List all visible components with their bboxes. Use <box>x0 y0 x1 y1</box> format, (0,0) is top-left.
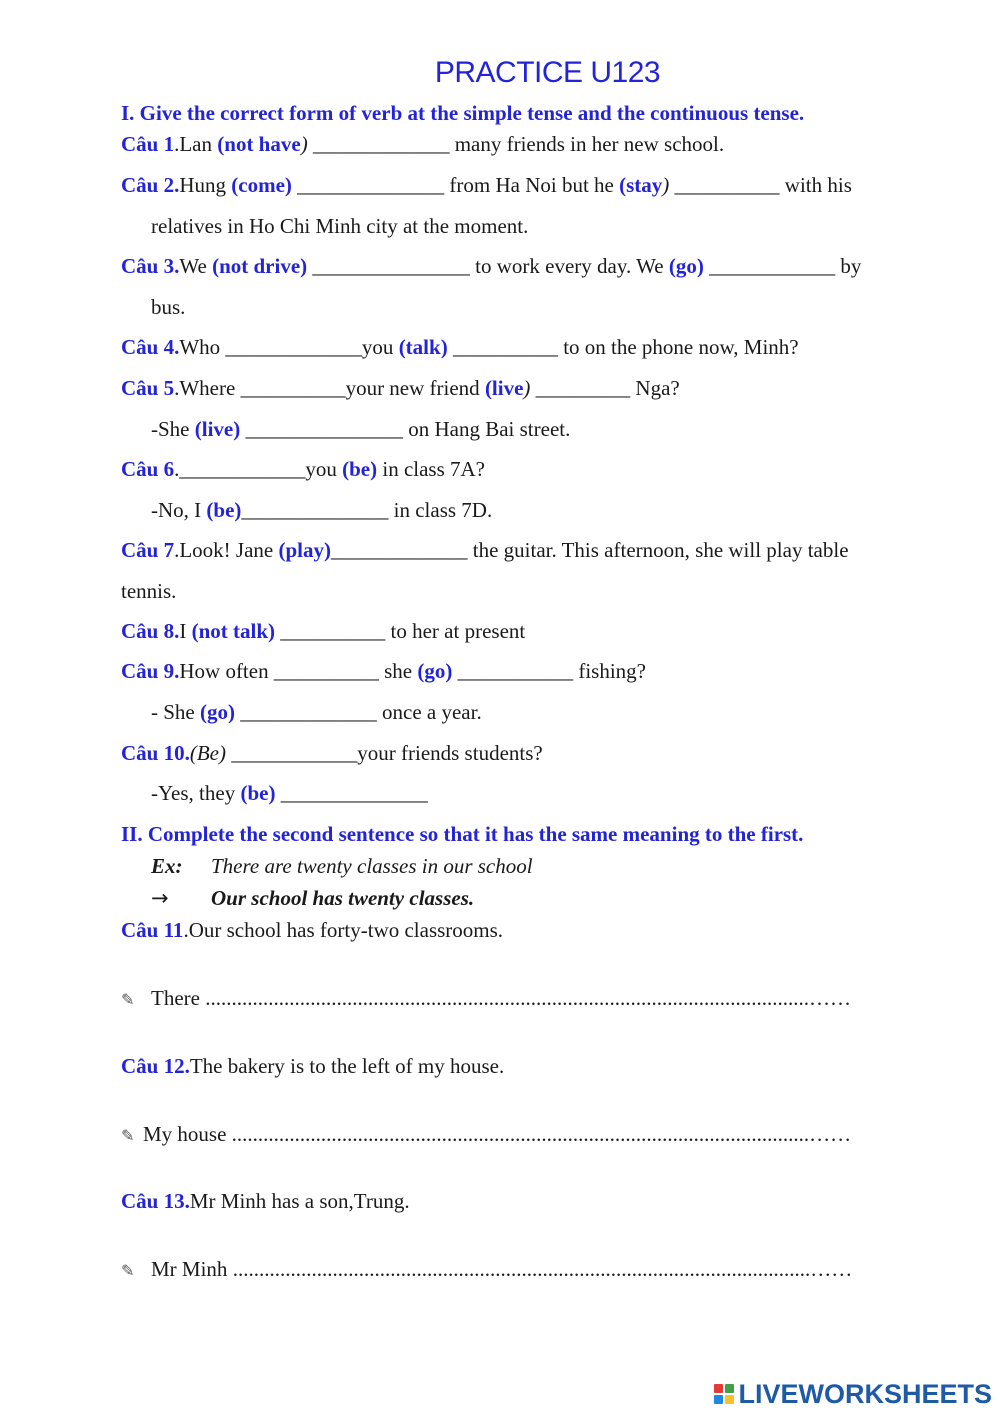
question-1: Câu 1.Lan (not have) _____________ many friends in her new school. <box>121 132 725 156</box>
question-number: Câu 4. <box>121 335 180 359</box>
question-5-answer: -She (live) _______________ on Hang Bai street. <box>151 417 571 441</box>
question-number: Câu 3. <box>121 254 180 278</box>
question-5: Câu 5.Where __________your new friend (live) _________ Nga? <box>121 376 680 400</box>
question-number: Câu 9. <box>121 659 180 683</box>
question-9-answer: - She (go) _____________ once a year. <box>151 700 482 724</box>
question-12-answer-line: ✎ My house ..............................................................................................................…… <box>121 1121 851 1149</box>
question-13-answer-line: ✎ Mr Minh ..............................................................................................................…… <box>121 1256 852 1284</box>
question-10-answer: -Yes, they (be) ______________ <box>151 781 428 805</box>
pencil-icon: ✎ <box>121 1126 135 1145</box>
logo-text: LIVEWORKSHEETS <box>738 1378 992 1409</box>
pencil-icon: ✎ <box>121 1261 135 1280</box>
question-13: Câu 13.Mr Minh has a son,Trung. <box>121 1189 410 1213</box>
question-7: Câu 7.Look! Jane (play)_____________ the guitar. This afternoon, she will play table <box>121 538 849 562</box>
question-number: Câu 5 <box>121 376 175 400</box>
question-number: Câu 7 <box>121 538 175 562</box>
question-4: Câu 4.Who _____________you (talk) __________ to on the phone now, Minh? <box>121 335 799 359</box>
question-10: Câu 10.(Be) ____________your friends students? <box>121 741 543 765</box>
question-number: Câu 12. <box>121 1054 190 1078</box>
arrow-icon: → <box>151 886 169 910</box>
question-number: Câu 1 <box>121 132 175 156</box>
question-3-continued: bus. <box>151 295 186 319</box>
question-number: Câu 13. <box>121 1189 190 1213</box>
question-3: Câu 3.We (not drive) _______________ to work every day. We (go) ____________ by <box>121 254 862 278</box>
question-6-answer: -No, I (be)______________ in class 7D. <box>151 498 493 522</box>
question-number: Câu 6 <box>121 457 175 481</box>
page-title: PRACTICE U123 <box>434 56 661 89</box>
question-11-answer-line: ✎ There ...................................................................................................................…… <box>121 985 851 1013</box>
question-number: Câu 11 <box>121 918 184 942</box>
question-2-continued: relatives in Ho Chi Minh city at the moment. <box>151 214 529 238</box>
section-1-heading: I. Give the correct form of verb at the simple tense and the continuous tense. <box>121 101 805 125</box>
example-label: Ex: <box>151 854 183 878</box>
question-number: Câu 2. <box>121 173 180 197</box>
question-2: Câu 2.Hung (come) ______________ from Ha Noi but he (stay) __________ with his <box>121 173 852 197</box>
question-number: Câu 8. <box>121 619 180 643</box>
liveworksheets-logo[interactable] <box>714 1379 992 1409</box>
example-answer: → Our school has twenty classes. <box>151 886 475 910</box>
question-number: Câu 10. <box>121 741 190 765</box>
question-9: Câu 9.How often __________ she (go) ___________ fishing? <box>121 659 646 683</box>
pencil-icon: ✎ <box>121 990 135 1009</box>
question-12: Câu 12.The bakery is to the left of my house. <box>121 1054 505 1078</box>
question-8: Câu 8.I (not talk) __________ to her at present <box>121 619 526 643</box>
section-2-heading: II. Complete the second sentence so that it has the same meaning to the first. <box>121 822 804 846</box>
question-11: Câu 11.Our school has forty-two classrooms. <box>121 918 504 942</box>
logo-mark-icon <box>714 1384 734 1404</box>
question-7-continued: tennis. <box>121 579 177 603</box>
example-sentence: Ex: There are twenty classes in our school <box>151 854 533 878</box>
question-6: Câu 6.____________you (be) in class 7A? <box>121 457 486 481</box>
